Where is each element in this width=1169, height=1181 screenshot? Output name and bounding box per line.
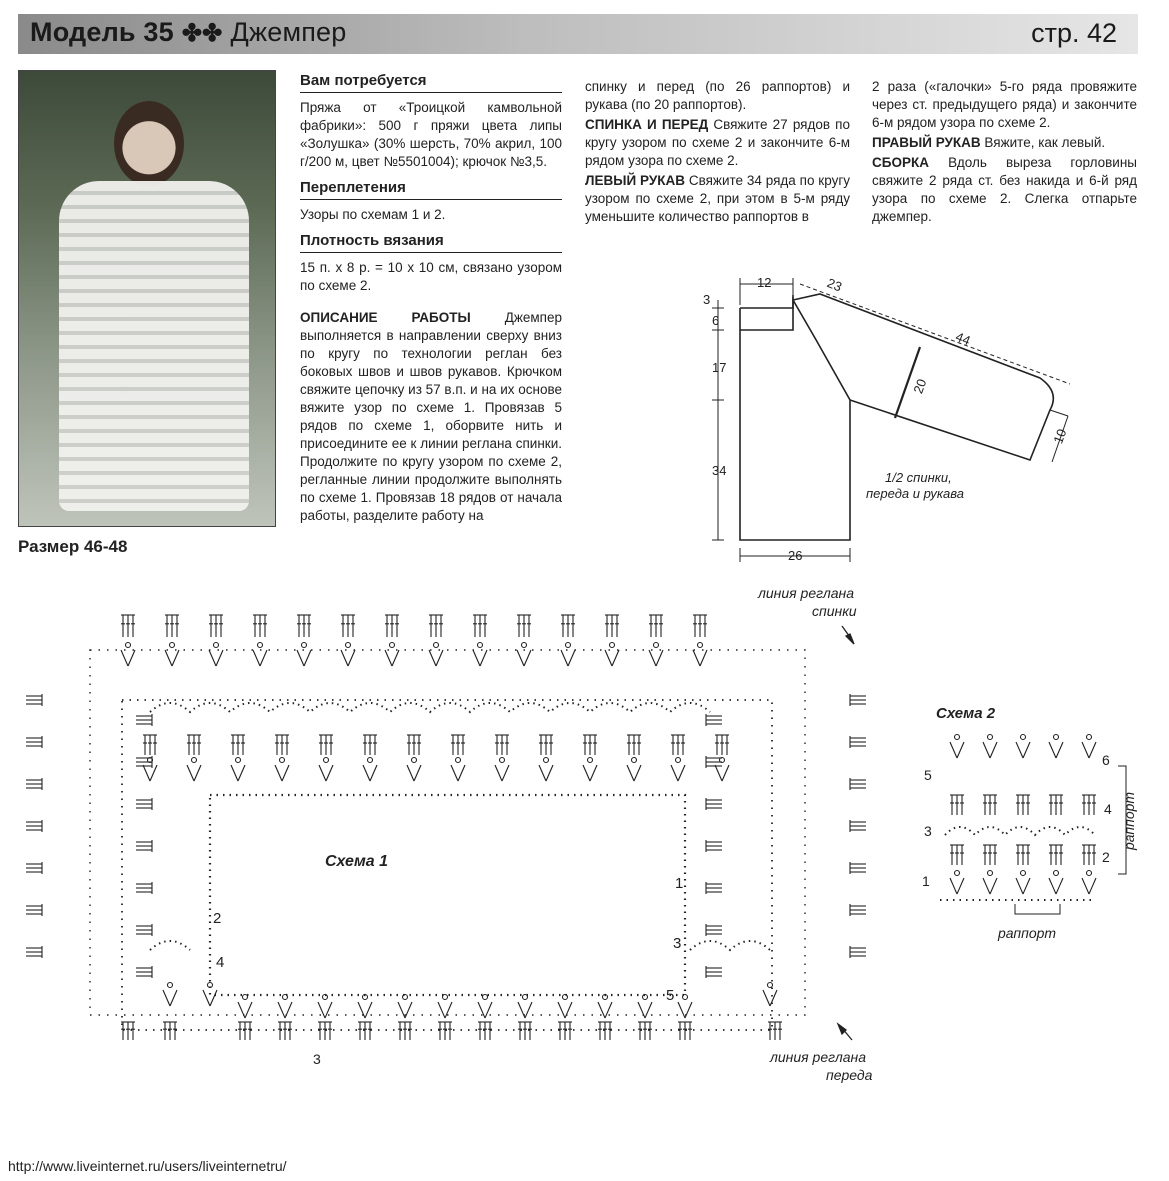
- stitch-cluster-icon: [850, 946, 866, 958]
- shell-stitch-icon: [671, 758, 685, 782]
- stitch-cluster-icon: [850, 778, 866, 790]
- patterns-heading: Переплетения: [300, 179, 562, 200]
- stitch-cluster-icon: [297, 615, 311, 637]
- shell-stitch-icon: [253, 643, 267, 667]
- stitch-cluster-icon: [136, 756, 152, 768]
- scheme2-horizontal-bracket: [1015, 904, 1060, 914]
- scheme1-bottom-3: 3: [313, 1051, 321, 1067]
- scheme2-row-5: 5: [924, 767, 932, 783]
- schematic-caption-2: переда и рукава: [866, 486, 964, 501]
- gauge-text: 15 п. х 8 р. = 10 х 10 см, связано узором по схеме 2.: [300, 260, 562, 293]
- stitch-cluster-icon: [26, 736, 42, 748]
- dim-10: 10: [1050, 426, 1070, 446]
- stitch-cluster-icon: [706, 966, 722, 978]
- scheme1-row-3: 3: [673, 935, 682, 952]
- scheme2-repeat-vertical: раппорт: [1121, 791, 1137, 850]
- shell-stitch-icon: [438, 995, 452, 1019]
- shell-stitch-icon: [363, 758, 377, 782]
- dim-44: 44: [953, 328, 973, 349]
- raglan-arrows: [838, 626, 854, 1040]
- stitch-cluster-icon: [950, 795, 964, 815]
- scheme2-stitches: [950, 735, 1096, 895]
- stitch-cluster-icon: [1082, 795, 1096, 815]
- right-sleeve-text: Вяжите, как левый.: [984, 135, 1106, 150]
- scheme2-brackets: [940, 766, 1126, 914]
- stitch-cluster-icon: [671, 735, 685, 755]
- stitch-cluster-icon: [983, 795, 997, 815]
- shell-stitch-icon: [451, 758, 465, 782]
- shell-stitch-icon: [693, 643, 707, 667]
- scheme1-row-4: 4: [216, 954, 225, 971]
- scheme2-row-2: 2: [1102, 849, 1110, 865]
- shell-stitch-icon: [627, 758, 641, 782]
- stitch-cluster-icon: [398, 1022, 412, 1040]
- stitch-cluster-icon: [26, 694, 42, 706]
- scheme1-title: Схема 1: [325, 853, 389, 870]
- stitch-cluster-icon: [165, 615, 179, 637]
- stitch-cluster-icon: [715, 735, 729, 755]
- shell-stitch-icon: [1049, 735, 1063, 759]
- shell-stitch-icon: [429, 643, 443, 667]
- shell-stitch-icon: [583, 758, 597, 782]
- scheme1-diagram: [90, 650, 805, 1030]
- stitch-cluster-icon: [438, 1022, 452, 1040]
- shell-stitch-icon: [605, 643, 619, 667]
- shell-stitch-icon: [121, 643, 135, 667]
- scheme2-arcs: [945, 827, 1095, 835]
- shell-stitch-icon: [163, 983, 177, 1007]
- stitch-cluster-icon: [358, 1022, 372, 1040]
- stitch-cluster-icon: [318, 1022, 332, 1040]
- stitch-cluster-icon: [136, 966, 152, 978]
- sleeve-outline: [793, 294, 1053, 460]
- shell-stitch-icon: [319, 758, 333, 782]
- shell-stitch-icon: [649, 643, 663, 667]
- back-front-text: Свяжите 27 рядов по кругу узором по схеме 2 и закончите 6-м рядом узора по схеме 2.: [585, 117, 850, 168]
- stitch-cluster-icon: [706, 714, 722, 726]
- shell-stitch-icon: [495, 758, 509, 782]
- shell-stitch-icon: [278, 995, 292, 1019]
- stitch-cluster-icon: [26, 904, 42, 916]
- assembly-lead: СБОРКА: [872, 155, 929, 170]
- description-lead: ОПИСАНИЕ РАБОТЫ: [300, 310, 471, 325]
- stitch-cluster-icon: [950, 845, 964, 865]
- stitch-cluster-icon: [478, 1022, 492, 1040]
- garment-name: Джемпер: [230, 17, 347, 47]
- stitch-cluster-icon: [561, 615, 575, 637]
- back-front-lead: СПИНКА И ПЕРЕД: [585, 117, 709, 132]
- stitch-cluster-icon: [136, 798, 152, 810]
- left-sleeve-text: Свяжите 34 ряда по кругу узором по схеме 2, при этом в 5-м ряду уменьшите количество раппортов в: [585, 173, 850, 224]
- scheme2-labels: [922, 705, 1137, 941]
- stitch-cluster-icon: [768, 1022, 782, 1040]
- scheme2-title: Схема 2: [936, 705, 996, 722]
- shell-stitch-icon: [385, 643, 399, 667]
- scheme2-row-3: 3: [924, 823, 932, 839]
- stitch-cluster-icon: [1049, 845, 1063, 865]
- stitch-cluster-icon: [26, 862, 42, 874]
- stitch-cluster-icon: [121, 615, 135, 637]
- stitch-cluster-icon: [706, 756, 722, 768]
- scheme1-row-2: 2: [213, 910, 222, 927]
- stitch-cluster-icon: [143, 735, 157, 755]
- shell-stitch-icon: [275, 758, 289, 782]
- stitch-cluster-icon: [319, 735, 333, 755]
- shell-stitch-icon: [715, 758, 729, 782]
- scheme1-arcs: [150, 703, 710, 712]
- stitch-cluster-icon: [163, 1022, 177, 1040]
- shell-stitch-icon: [209, 643, 223, 667]
- stitch-cluster-icon: [706, 924, 722, 936]
- stitch-cluster-icon: [136, 924, 152, 936]
- stitch-cluster-icon: [407, 735, 421, 755]
- shell-stitch-icon: [358, 995, 372, 1019]
- stitch-cluster-icon: [1082, 845, 1096, 865]
- stitch-cluster-icon: [850, 862, 866, 874]
- stitch-cluster-icon: [693, 615, 707, 637]
- gauge-heading: Плотность вязания: [300, 232, 562, 253]
- model-number: Модель 35: [30, 17, 174, 47]
- stitch-cluster-icon: [473, 615, 487, 637]
- stitch-cluster-icon: [495, 735, 509, 755]
- shell-stitch-icon: [539, 758, 553, 782]
- dim-23: 23: [824, 275, 845, 295]
- stitch-cluster-icon: [363, 735, 377, 755]
- scheme2-row-4: 4: [1104, 801, 1112, 817]
- dim-20: 20: [910, 376, 930, 396]
- shell-stitch-icon: [1082, 871, 1096, 895]
- stitch-cluster-icon: [706, 840, 722, 852]
- body-outline: [740, 300, 850, 540]
- dim-26: 26: [788, 548, 803, 563]
- scheme1-labels: [213, 585, 873, 1083]
- scheme2-row-6: 6: [1102, 752, 1110, 768]
- stitch-cluster-icon: [850, 694, 866, 706]
- raglan-front-label-2: переда: [826, 1067, 873, 1083]
- scheme1-foundation-chain: [210, 795, 685, 995]
- stitch-cluster-icon: [341, 615, 355, 637]
- stitch-cluster-icon: [1016, 795, 1030, 815]
- shell-stitch-icon: [983, 735, 997, 759]
- stitch-cluster-icon: [209, 615, 223, 637]
- stitch-cluster-icon: [1049, 795, 1063, 815]
- schematic-caption-1: 1/2 спинки,: [885, 470, 952, 485]
- stitch-cluster-icon: [136, 882, 152, 894]
- shell-stitch-icon: [983, 871, 997, 895]
- source-url: http://www.liveinternet.ru/users/liveinternetru/: [8, 1158, 287, 1174]
- shell-stitch-icon: [341, 643, 355, 667]
- dim-12: 12: [757, 275, 772, 290]
- shell-stitch-icon: [407, 758, 421, 782]
- stitch-cluster-icon: [187, 735, 201, 755]
- shell-stitch-icon: [238, 995, 252, 1019]
- dim-6: 6: [712, 313, 720, 328]
- materials-heading: Вам потребуется: [300, 72, 562, 93]
- stitch-cluster-icon: [253, 615, 267, 637]
- stitch-cluster-icon: [275, 735, 289, 755]
- stitch-cluster-icon: [278, 1022, 292, 1040]
- dim-3: 3: [703, 292, 711, 307]
- stitch-cluster-icon: [649, 615, 663, 637]
- shell-stitch-icon: [638, 995, 652, 1019]
- stitch-cluster-icon: [26, 820, 42, 832]
- shell-stitch-icon: [950, 871, 964, 895]
- stitch-cluster-icon: [583, 735, 597, 755]
- shell-stitch-icon: [473, 643, 487, 667]
- column3-intro: 2 раза («галочки» 5-го ряда провяжите через ст. предыдущего ряда) и закончите 6-м рядом узора по схеме 2.: [872, 79, 1137, 130]
- scheme1-stitches: [26, 615, 866, 1040]
- page-number: стр. 42: [1031, 18, 1117, 48]
- stitch-cluster-icon: [850, 820, 866, 832]
- stitch-cluster-icon: [26, 946, 42, 958]
- stitch-cluster-icon: [605, 615, 619, 637]
- shell-stitch-icon: [187, 758, 201, 782]
- schematic-labels: [703, 275, 1069, 563]
- stitch-cluster-icon: [517, 615, 531, 637]
- scheme2-repeat-horizontal: раппорт: [998, 925, 1057, 941]
- raglan-front-label-1: линия реглана: [770, 1049, 867, 1065]
- shell-stitch-icon: [165, 643, 179, 667]
- scheme1-outer-ring: [90, 650, 805, 1015]
- stitch-cluster-icon: [136, 714, 152, 726]
- stitch-cluster-icon: [121, 1022, 135, 1040]
- raglan-front-arrowhead-icon: [838, 1024, 846, 1034]
- stitch-cluster-icon: [385, 615, 399, 637]
- size-label: Размер 46-48: [18, 537, 128, 556]
- right-sleeve-lead: ПРАВЫЙ РУКАВ: [872, 135, 981, 150]
- shell-stitch-icon: [763, 983, 777, 1007]
- stitch-cluster-icon: [451, 735, 465, 755]
- shell-stitch-icon: [143, 758, 157, 782]
- stitch-cluster-icon: [598, 1022, 612, 1040]
- shell-stitch-icon: [297, 643, 311, 667]
- description-text: Джемпер выполняется в направлении сверху вниз по кругу по технологии реглан без боковых швов и швов рукавов. Крючком свяжите цепочку из 57 в.п. и на их основе вяжите узор по схеме 1. Провязав 5 рядов по схеме 1, оборвите нить и присоедините ее к линии реглана спинки. Продолжите по кругу узором по схеме 2, регланные линии продолжите выполнять по схеме 1. Провязав 18 рядов от начала работы, разделите работу на: [300, 310, 562, 523]
- stitch-cluster-icon: [539, 735, 553, 755]
- patterns-text: Узоры по схемам 1 и 2.: [300, 207, 446, 222]
- shell-stitch-icon: [561, 643, 575, 667]
- scheme1-middle-ring: [122, 700, 772, 1030]
- scheme1-row-5: 5: [666, 987, 675, 1004]
- dim-34: 34: [712, 463, 727, 478]
- stitch-cluster-icon: [136, 840, 152, 852]
- stitch-cluster-icon: [1016, 845, 1030, 865]
- shell-stitch-icon: [1082, 735, 1096, 759]
- stitch-cluster-icon: [850, 736, 866, 748]
- stitch-cluster-icon: [627, 735, 641, 755]
- ornament-icon: ✤✤: [181, 20, 223, 47]
- shell-stitch-icon: [558, 995, 572, 1019]
- stitch-cluster-icon: [706, 882, 722, 894]
- stitch-cluster-icon: [26, 778, 42, 790]
- shell-stitch-icon: [1016, 871, 1030, 895]
- shell-stitch-icon: [1016, 735, 1030, 759]
- neck-edge: [740, 295, 793, 308]
- stitch-cluster-icon: [429, 615, 443, 637]
- stitch-cluster-icon: [706, 798, 722, 810]
- stitch-cluster-icon: [678, 1022, 692, 1040]
- left-sleeve-lead: ЛЕВЫЙ РУКАВ: [585, 173, 685, 188]
- shell-stitch-icon: [517, 643, 531, 667]
- stitch-cluster-icon: [558, 1022, 572, 1040]
- scheme2-row-1: 1: [922, 873, 930, 889]
- shell-stitch-icon: [1049, 871, 1063, 895]
- stitch-cluster-icon: [238, 1022, 252, 1040]
- raglan-back-label-1: линия реглана: [758, 585, 855, 601]
- stitch-cluster-icon: [850, 904, 866, 916]
- raglan-back-label-2: спинки: [812, 603, 857, 619]
- stitch-cluster-icon: [231, 735, 245, 755]
- shell-stitch-icon: [231, 758, 245, 782]
- dim-17: 17: [712, 360, 727, 375]
- assembly-text: Вдоль выреза горловины свяжите 2 ряда ст. без накида и 6-й ряд узора по схеме 2. Слегка отпарьте джемпер.: [872, 155, 1137, 224]
- stitch-cluster-icon: [518, 1022, 532, 1040]
- stitch-cluster-icon: [638, 1022, 652, 1040]
- column2-intro: спинку и перед (по 26 раппортов) и рукава (по 20 раппортов).: [585, 79, 850, 112]
- stitch-cluster-icon: [983, 845, 997, 865]
- scheme1-row-1: 1: [675, 875, 684, 892]
- garment-schematic: [712, 278, 1070, 562]
- materials-text: Пряжа от «Троицкой камвольной фабрики»: 500 г пряжи цвета липы «Золушка» (30% шерсть, 70% акрил, 100 г/200 м, цвет №5501004); крючок №3,5.: [300, 100, 562, 169]
- shell-stitch-icon: [950, 735, 964, 759]
- raglan-back-arrowhead-icon: [846, 634, 854, 644]
